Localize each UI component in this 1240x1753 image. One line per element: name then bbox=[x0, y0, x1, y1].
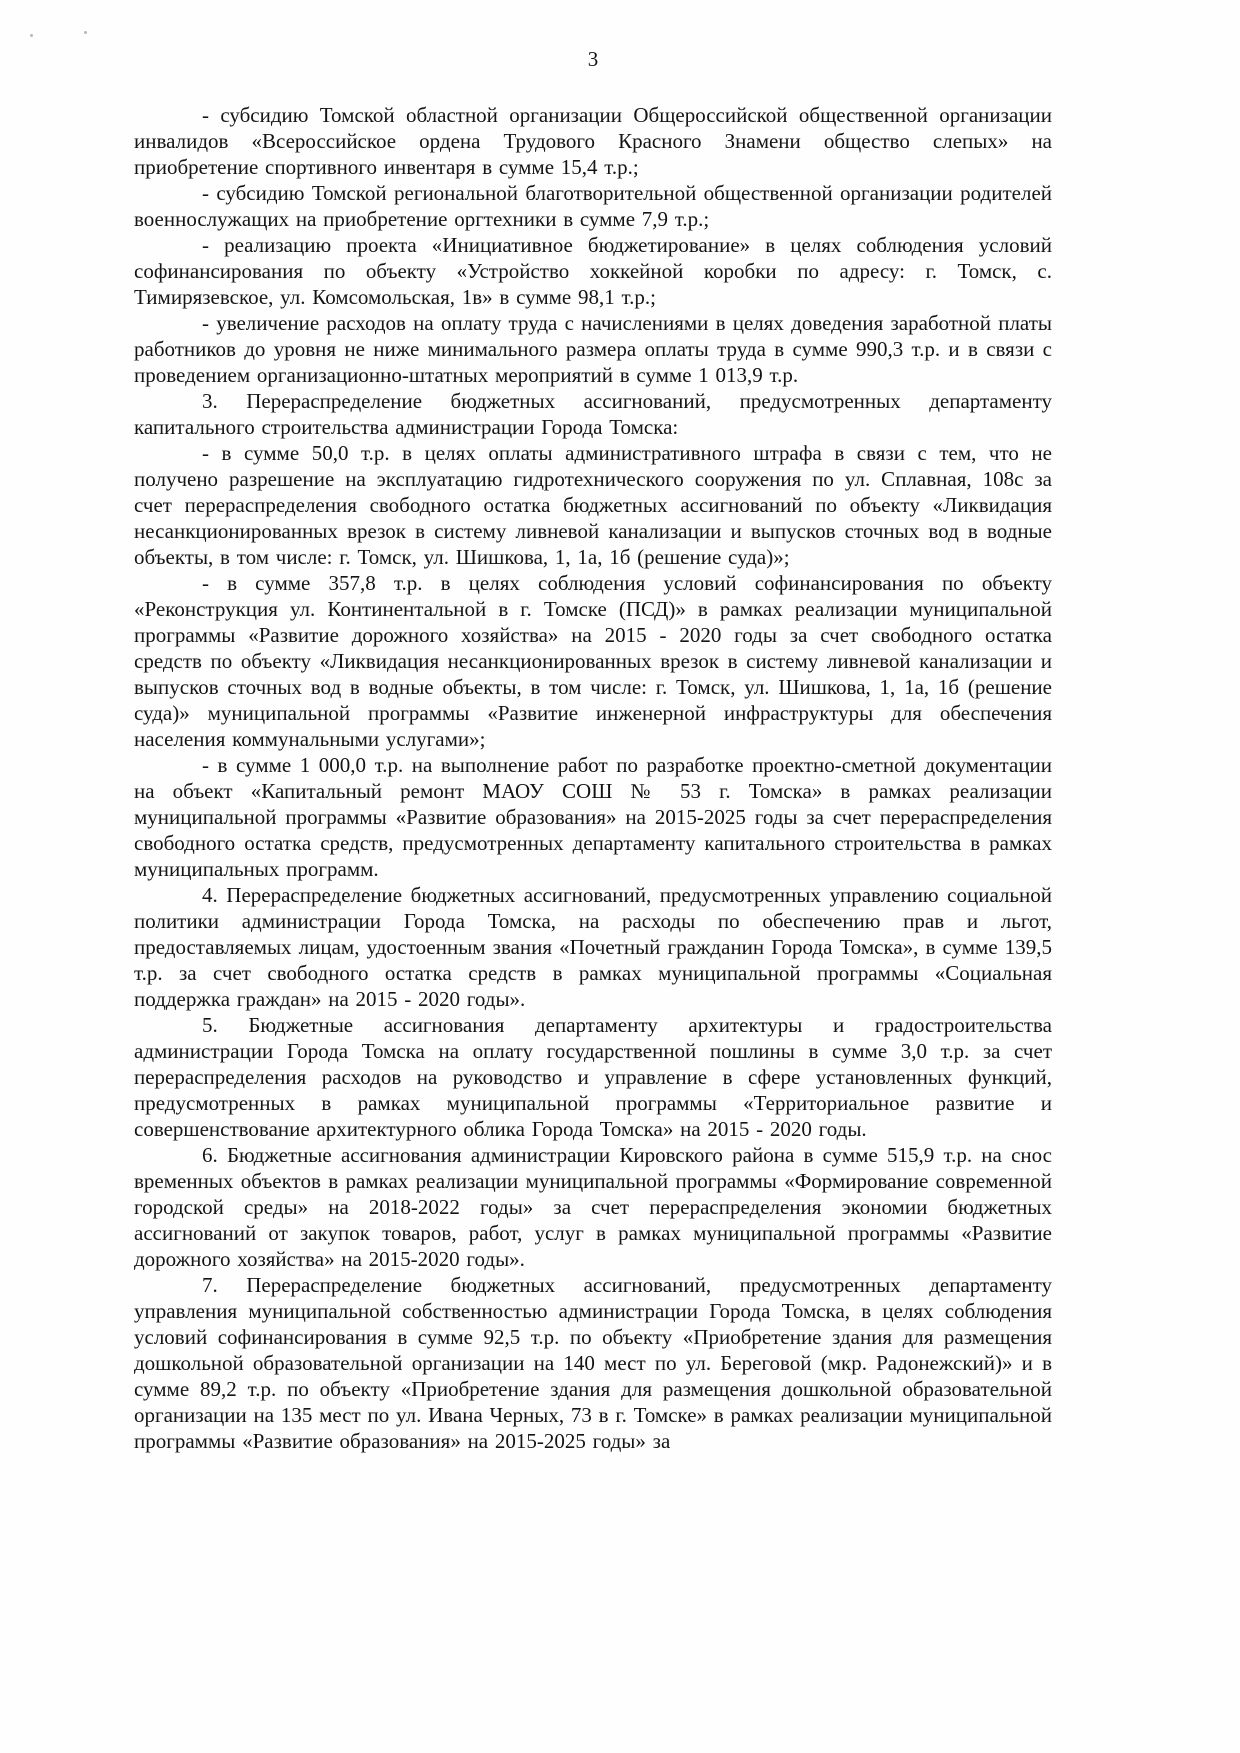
paragraph: - в сумме 1 000,0 т.р. на выполнение работ по разработке проектно-сметной документации на объект «Капитальный ремонт МАОУ СОШ № 53 г. Томска» в рамках реализации муниципальной программы «Развитие образования» на 2015-2025 годы за счет перераспределения свободного остатка средств, предусмотренных департаменту капитального строительства в рамках муниципальных программ. bbox=[134, 753, 1052, 881]
paragraph: - субсидию Томской областной организации Общероссийской общественной организации инвалидов «Всероссийское ордена Трудового Красного Знамени общество слепых» на приобретение спортивного инвентаря в сумме 15,4 т.р.; bbox=[134, 103, 1052, 179]
paragraph: - субсидию Томской региональной благотворительной общественной организации родителей военнослужащих на приобретение оргтехники в сумме 7,9 т.р.; bbox=[134, 181, 1052, 231]
paragraph: 5. Бюджетные ассигнования департаменту архитектуры и градостроительства администрации Города Томска на оплату государственной пошлины в сумме 3,0 т.р. за счет перераспределения расходов на руководство и управление в сфере установленных функций, предусмотренных в рамках муниципальной программы «Территориальное развитие и совершенствование архитектурного облика Города Томска» на 2015 - 2020 годы. bbox=[134, 1013, 1052, 1141]
paragraph: 3. Перераспределение бюджетных ассигнований, предусмотренных департаменту капитального строительства администрации Города Томска: bbox=[134, 389, 1052, 439]
paragraph: - в сумме 357,8 т.р. в целях соблюдения условий софинансирования по объекту «Реконструкция ул. Континентальной в г. Томске (ПСД)» в рамках реализации муниципальной программы «Развитие дорожного хозяйства» на 2015 - 2020 годы за счет свободного остатка средств по объекту «Ликвидация несанкционированных врезок в систему ливневой канализации и выпусков сточных вод в водные объекты, в том числе: г. Томск, ул. Шишкова, 1, 1а, 1б (решение суда)» муниципальной программы «Развитие инженерной инфраструктуры для обеспечения населения коммунальными услугами»; bbox=[134, 571, 1052, 751]
paragraph-list bbox=[134, 102, 1052, 1454]
page-number: 3 bbox=[587, 47, 599, 71]
paragraph: 4. Перераспределение бюджетных ассигнований, предусмотренных управлению социальной политики администрации Города Томска, на расходы по обеспечению прав и льгот, предоставляемых лицам, удостоенным звания «Почетный гражданин Города Томска», в сумме 139,5 т.р. за счет свободного остатка средств в рамках муниципальной программы «Социальная поддержка граждан» на 2015 - 2020 годы». bbox=[134, 883, 1052, 1011]
paragraph: 7. Перераспределение бюджетных ассигнований, предусмотренных департаменту управления муниципальной собственностью администрации Города Томска, в целях соблюдения условий софинансирования в сумме 92,5 т.р. по объекту «Приобретение здания для размещения дошкольной образовательной организации на 140 мест по ул. Береговой (мкр. Радонежский)» и в сумме 89,2 т.р. по объекту «Приобретение здания для размещения дошкольной образовательной организации на 135 мест по ул. Ивана Черных, 73 в г. Томске» в рамках реализации муниципальной программы «Развитие образования» на 2015-2025 годы» за bbox=[134, 1273, 1052, 1453]
paragraph: - в сумме 50,0 т.р. в целях оплаты административного штрафа в связи с тем, что не получено разрешение на эксплуатацию гидротехнического сооружения по ул. Сплавная, 108с за счет перераспределения свободного остатка бюджетных ассигнований по объекту «Ликвидация несанкционированных врезок в систему ливневой канализации и выпусков сточных вод в водные объекты, в том числе: г. Томск, ул. Шишкова, 1, 1а, 1б (решение суда)»; bbox=[134, 441, 1052, 569]
paragraph: 6. Бюджетные ассигнования администрации Кировского района в сумме 515,9 т.р. на снос временных объектов в рамках реализации муниципальной программы «Формирование современной городской среды» на 2018-2022 годы» за счет перераспределения экономии бюджетных ассигнований от закупок товаров, работ, услуг в рамках муниципальной программы «Развитие дорожного хозяйства» на 2015-2020 годы». bbox=[134, 1143, 1052, 1271]
paragraph: - увеличение расходов на оплату труда с начислениями в целях доведения заработной платы работников до уровня не ниже минимального размера оплаты труда в сумме 990,3 т.р. и в связи с проведением организационно-штатных мероприятий в сумме 1 013,9 т.р. bbox=[134, 311, 1052, 387]
paragraph: - реализацию проекта «Инициативное бюджетирование» в целях соблюдения условий софинансирования по объекту «Устройство хоккейной коробки по адресу: г. Томск, с. Тимирязевское, ул. Комсомольская, 1в» в сумме 98,1 т.р.; bbox=[134, 233, 1052, 309]
